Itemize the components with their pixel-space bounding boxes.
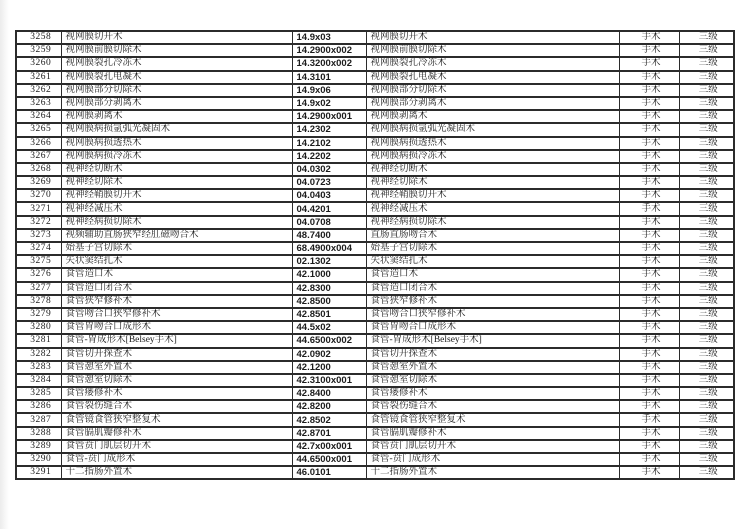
table-row bbox=[16, 413, 734, 426]
cell-level: 三级 bbox=[679, 137, 734, 150]
table-row bbox=[16, 31, 734, 44]
cell-sequence-number: 3285 bbox=[16, 387, 61, 400]
cell-procedure-name: 食管-贲门成形术 bbox=[61, 453, 292, 466]
cell-level: 三级 bbox=[679, 229, 734, 242]
cell-standard-name: 十二指肠外置术 bbox=[366, 466, 619, 479]
cell-procedure-name: 视网膜部分剥离术 bbox=[61, 97, 292, 110]
cell-procedure-name: 视网膜病损冷冻术 bbox=[61, 150, 292, 163]
cell-level: 三级 bbox=[679, 176, 734, 189]
cell-level: 三级 bbox=[679, 242, 734, 255]
cell-standard-name: 食管切开探查术 bbox=[366, 348, 619, 361]
cell-category: 手术 bbox=[619, 453, 679, 466]
cell-category: 手术 bbox=[619, 189, 679, 202]
cell-procedure-code: 42.8400 bbox=[292, 387, 366, 400]
cell-standard-name: 食管胃吻合口成形术 bbox=[366, 321, 619, 334]
cell-sequence-number: 3260 bbox=[16, 57, 61, 70]
cell-sequence-number: 3280 bbox=[16, 321, 61, 334]
table-row bbox=[16, 308, 734, 321]
cell-sequence-number: 3284 bbox=[16, 374, 61, 387]
cell-sequence-number: 3281 bbox=[16, 334, 61, 347]
table-row bbox=[16, 440, 734, 453]
cell-procedure-code: 42.8701 bbox=[292, 427, 366, 440]
cell-category: 手术 bbox=[619, 84, 679, 97]
cell-level: 三级 bbox=[679, 71, 734, 84]
cell-procedure-code: 02.1302 bbox=[292, 255, 366, 268]
cell-procedure-name: 食管狭窄修补术 bbox=[61, 295, 292, 308]
cell-sequence-number: 3269 bbox=[16, 176, 61, 189]
cell-category: 手术 bbox=[619, 229, 679, 242]
cell-level: 三级 bbox=[679, 295, 734, 308]
table-row bbox=[16, 348, 734, 361]
cell-category: 手术 bbox=[619, 374, 679, 387]
cell-procedure-code: 42.3100x001 bbox=[292, 374, 366, 387]
cell-procedure-name: 食管造口术 bbox=[61, 268, 292, 281]
cell-category: 手术 bbox=[619, 321, 679, 334]
cell-procedure-code: 42.8200 bbox=[292, 400, 366, 413]
cell-procedure-code: 14.2102 bbox=[292, 137, 366, 150]
cell-sequence-number: 3270 bbox=[16, 189, 61, 202]
cell-procedure-code: 04.4201 bbox=[292, 202, 366, 215]
cell-level: 三级 bbox=[679, 31, 734, 44]
cell-level: 三级 bbox=[679, 413, 734, 426]
cell-procedure-code: 68.4900x004 bbox=[292, 242, 366, 255]
cell-standard-name: 视网膜切开术 bbox=[366, 31, 619, 44]
table-row bbox=[16, 361, 734, 374]
cell-standard-name: 直肠直肠吻合术 bbox=[366, 229, 619, 242]
cell-procedure-name: 视网膜裂孔电凝术 bbox=[61, 71, 292, 84]
cell-category: 手术 bbox=[619, 110, 679, 123]
cell-procedure-code: 42.0902 bbox=[292, 348, 366, 361]
cell-standard-name: 食管憩室外置术 bbox=[366, 361, 619, 374]
cell-category: 手术 bbox=[619, 387, 679, 400]
cell-procedure-code: 04.0302 bbox=[292, 163, 366, 176]
cell-sequence-number: 3276 bbox=[16, 268, 61, 281]
cell-procedure-name: 矢状窦结扎术 bbox=[61, 255, 292, 268]
cell-procedure-code: 14.2202 bbox=[292, 150, 366, 163]
cell-category: 手术 bbox=[619, 176, 679, 189]
table-row bbox=[16, 466, 734, 479]
cell-category: 手术 bbox=[619, 137, 679, 150]
cell-level: 三级 bbox=[679, 123, 734, 136]
cell-procedure-name: 视神经鞘膜切开术 bbox=[61, 189, 292, 202]
cell-standard-name: 食管膈肌瓣修补术 bbox=[366, 427, 619, 440]
cell-level: 三级 bbox=[679, 202, 734, 215]
cell-sequence-number: 3266 bbox=[16, 137, 61, 150]
cell-sequence-number: 3264 bbox=[16, 110, 61, 123]
procedure-table-body bbox=[16, 31, 734, 479]
cell-level: 三级 bbox=[679, 150, 734, 163]
cell-level: 三级 bbox=[679, 374, 734, 387]
cell-sequence-number: 3291 bbox=[16, 466, 61, 479]
cell-level: 三级 bbox=[679, 308, 734, 321]
cell-category: 手术 bbox=[619, 361, 679, 374]
table-row bbox=[16, 400, 734, 413]
cell-level: 三级 bbox=[679, 321, 734, 334]
cell-procedure-code: 42.8300 bbox=[292, 282, 366, 295]
cell-procedure-name: 食管造口闭合术 bbox=[61, 282, 292, 295]
cell-procedure-code: 14.3101 bbox=[292, 71, 366, 84]
cell-level: 三级 bbox=[679, 44, 734, 57]
cell-procedure-code: 14.9x03 bbox=[292, 31, 366, 44]
cell-category: 手术 bbox=[619, 466, 679, 479]
cell-standard-name: 视神经鞘膜切开术 bbox=[366, 189, 619, 202]
cell-standard-name: 食管贲门肌层切开术 bbox=[366, 440, 619, 453]
table-row bbox=[16, 282, 734, 295]
cell-procedure-name: 视网膜病损透热术 bbox=[61, 137, 292, 150]
table-row bbox=[16, 387, 734, 400]
cell-procedure-code: 42.1000 bbox=[292, 268, 366, 281]
cell-category: 手术 bbox=[619, 97, 679, 110]
cell-sequence-number: 3265 bbox=[16, 123, 61, 136]
cell-category: 手术 bbox=[619, 242, 679, 255]
cell-standard-name: 食管-胃成形术[Belsey手术] bbox=[366, 334, 619, 347]
cell-level: 三级 bbox=[679, 387, 734, 400]
cell-standard-name: 食管憩室切除术 bbox=[366, 374, 619, 387]
cell-sequence-number: 3278 bbox=[16, 295, 61, 308]
cell-standard-name: 食管瘘修补术 bbox=[366, 387, 619, 400]
cell-standard-name: 食管吻合口狭窄修补术 bbox=[366, 308, 619, 321]
cell-category: 手术 bbox=[619, 31, 679, 44]
table-row bbox=[16, 321, 734, 334]
cell-level: 三级 bbox=[679, 282, 734, 295]
cell-category: 手术 bbox=[619, 71, 679, 84]
table-row bbox=[16, 255, 734, 268]
cell-level: 三级 bbox=[679, 57, 734, 70]
cell-standard-name: 视网膜部分切除术 bbox=[366, 84, 619, 97]
cell-sequence-number: 3289 bbox=[16, 440, 61, 453]
cell-standard-name: 视网膜病损氩弧光凝固术 bbox=[366, 123, 619, 136]
cell-category: 手术 bbox=[619, 282, 679, 295]
page-edge-shade bbox=[0, 0, 9, 529]
cell-category: 手术 bbox=[619, 334, 679, 347]
table-row bbox=[16, 176, 734, 189]
cell-category: 手术 bbox=[619, 427, 679, 440]
cell-procedure-name: 食管切开探查术 bbox=[61, 348, 292, 361]
cell-procedure-code: 44.6500x001 bbox=[292, 453, 366, 466]
cell-procedure-code: 42.8501 bbox=[292, 308, 366, 321]
cell-procedure-name: 视神经切除术 bbox=[61, 176, 292, 189]
cell-procedure-code: 48.7400 bbox=[292, 229, 366, 242]
cell-procedure-code: 44.6500x002 bbox=[292, 334, 366, 347]
cell-standard-name: 视网膜部分剥离术 bbox=[366, 97, 619, 110]
cell-category: 手术 bbox=[619, 202, 679, 215]
cell-procedure-name: 食管憩室切除术 bbox=[61, 374, 292, 387]
cell-category: 手术 bbox=[619, 44, 679, 57]
cell-standard-name: 食管狭窄修补术 bbox=[366, 295, 619, 308]
table-row bbox=[16, 71, 734, 84]
cell-sequence-number: 3274 bbox=[16, 242, 61, 255]
cell-standard-name: 视网膜病损透热术 bbox=[366, 137, 619, 150]
cell-standard-name: 视网膜裂孔冷冻术 bbox=[366, 57, 619, 70]
cell-level: 三级 bbox=[679, 189, 734, 202]
cell-procedure-name: 视网膜切开术 bbox=[61, 31, 292, 44]
cell-procedure-name: 视神经病损切除术 bbox=[61, 216, 292, 229]
cell-procedure-name: 食管瘘修补术 bbox=[61, 387, 292, 400]
cell-level: 三级 bbox=[679, 400, 734, 413]
procedure-table bbox=[15, 30, 735, 480]
cell-sequence-number: 3290 bbox=[16, 453, 61, 466]
cell-sequence-number: 3282 bbox=[16, 348, 61, 361]
cell-standard-name: 食管-贲门成形术 bbox=[366, 453, 619, 466]
cell-category: 手术 bbox=[619, 295, 679, 308]
table-row bbox=[16, 150, 734, 163]
cell-level: 三级 bbox=[679, 97, 734, 110]
cell-sequence-number: 3275 bbox=[16, 255, 61, 268]
cell-sequence-number: 3268 bbox=[16, 163, 61, 176]
cell-sequence-number: 3258 bbox=[16, 31, 61, 44]
cell-procedure-name: 始基子宫切除术 bbox=[61, 242, 292, 255]
cell-sequence-number: 3279 bbox=[16, 308, 61, 321]
cell-sequence-number: 3267 bbox=[16, 150, 61, 163]
table-row bbox=[16, 189, 734, 202]
cell-procedure-code: 14.3200x002 bbox=[292, 57, 366, 70]
cell-level: 三级 bbox=[679, 163, 734, 176]
table-row bbox=[16, 57, 734, 70]
cell-category: 手术 bbox=[619, 150, 679, 163]
cell-level: 三级 bbox=[679, 427, 734, 440]
cell-procedure-code: 46.0101 bbox=[292, 466, 366, 479]
cell-procedure-name: 视网膜剥离术 bbox=[61, 110, 292, 123]
cell-category: 手术 bbox=[619, 308, 679, 321]
table-row bbox=[16, 123, 734, 136]
table-row bbox=[16, 137, 734, 150]
cell-standard-name: 始基子宫切除术 bbox=[366, 242, 619, 255]
cell-procedure-code: 42.8500 bbox=[292, 295, 366, 308]
cell-procedure-code: 04.0723 bbox=[292, 176, 366, 189]
cell-procedure-code: 14.9x06 bbox=[292, 84, 366, 97]
table-row bbox=[16, 110, 734, 123]
cell-procedure-code: 14.9x02 bbox=[292, 97, 366, 110]
cell-procedure-name: 食管-胃成形术[Belsey手术] bbox=[61, 334, 292, 347]
cell-category: 手术 bbox=[619, 413, 679, 426]
cell-sequence-number: 3261 bbox=[16, 71, 61, 84]
table-row bbox=[16, 163, 734, 176]
cell-standard-name: 食管镜食管狭窄整复术 bbox=[366, 413, 619, 426]
cell-procedure-name: 视神经减压术 bbox=[61, 202, 292, 215]
cell-level: 三级 bbox=[679, 348, 734, 361]
cell-procedure-name: 食管贲门肌层切开术 bbox=[61, 440, 292, 453]
cell-procedure-name: 视网膜病损氩弧光凝固术 bbox=[61, 123, 292, 136]
cell-sequence-number: 3277 bbox=[16, 282, 61, 295]
cell-standard-name: 视网膜裂孔电凝术 bbox=[366, 71, 619, 84]
cell-procedure-name: 视神经切断术 bbox=[61, 163, 292, 176]
cell-sequence-number: 3271 bbox=[16, 202, 61, 215]
cell-procedure-code: 42.1200 bbox=[292, 361, 366, 374]
cell-category: 手术 bbox=[619, 400, 679, 413]
cell-level: 三级 bbox=[679, 255, 734, 268]
table-row bbox=[16, 202, 734, 215]
cell-procedure-name: 视网膜前膜切除术 bbox=[61, 44, 292, 57]
cell-standard-name: 视网膜病损冷冻术 bbox=[366, 150, 619, 163]
cell-category: 手术 bbox=[619, 57, 679, 70]
table-row bbox=[16, 268, 734, 281]
cell-sequence-number: 3272 bbox=[16, 216, 61, 229]
table-row bbox=[16, 229, 734, 242]
cell-procedure-name: 食管膈肌瓣修补术 bbox=[61, 427, 292, 440]
cell-procedure-name: 食管裂伤缝合术 bbox=[61, 400, 292, 413]
cell-standard-name: 食管造口术 bbox=[366, 268, 619, 281]
table-row bbox=[16, 374, 734, 387]
cell-procedure-code: 04.0708 bbox=[292, 216, 366, 229]
cell-procedure-name: 食管吻合口狭窄修补术 bbox=[61, 308, 292, 321]
table-row bbox=[16, 97, 734, 110]
cell-sequence-number: 3283 bbox=[16, 361, 61, 374]
cell-level: 三级 bbox=[679, 216, 734, 229]
cell-level: 三级 bbox=[679, 84, 734, 97]
cell-procedure-name: 视网膜裂孔冷冻术 bbox=[61, 57, 292, 70]
table-row bbox=[16, 334, 734, 347]
cell-procedure-code: 14.2900x001 bbox=[292, 110, 366, 123]
table-row bbox=[16, 242, 734, 255]
cell-procedure-code: 42.8502 bbox=[292, 413, 366, 426]
cell-procedure-name: 食管镜食管狭窄整复术 bbox=[61, 413, 292, 426]
cell-procedure-code: 42.7x00x001 bbox=[292, 440, 366, 453]
cell-standard-name: 视神经病损切除术 bbox=[366, 216, 619, 229]
cell-category: 手术 bbox=[619, 216, 679, 229]
cell-sequence-number: 3262 bbox=[16, 84, 61, 97]
cell-standard-name: 视网膜前膜切除术 bbox=[366, 44, 619, 57]
cell-category: 手术 bbox=[619, 255, 679, 268]
table-row bbox=[16, 427, 734, 440]
cell-sequence-number: 3273 bbox=[16, 229, 61, 242]
table-row bbox=[16, 84, 734, 97]
table-row bbox=[16, 216, 734, 229]
cell-standard-name: 视网膜剥离术 bbox=[366, 110, 619, 123]
cell-category: 手术 bbox=[619, 163, 679, 176]
cell-sequence-number: 3286 bbox=[16, 400, 61, 413]
cell-procedure-name: 食管胃吻合口成形术 bbox=[61, 321, 292, 334]
cell-procedure-code: 44.5x02 bbox=[292, 321, 366, 334]
cell-level: 三级 bbox=[679, 361, 734, 374]
table-row bbox=[16, 44, 734, 57]
cell-standard-name: 视神经切除术 bbox=[366, 176, 619, 189]
cell-sequence-number: 3288 bbox=[16, 427, 61, 440]
cell-sequence-number: 3259 bbox=[16, 44, 61, 57]
cell-procedure-name: 视网膜部分切除术 bbox=[61, 84, 292, 97]
cell-level: 三级 bbox=[679, 453, 734, 466]
cell-standard-name: 矢状窦结扎术 bbox=[366, 255, 619, 268]
cell-category: 手术 bbox=[619, 123, 679, 136]
table-row bbox=[16, 295, 734, 308]
cell-level: 三级 bbox=[679, 440, 734, 453]
cell-level: 三级 bbox=[679, 110, 734, 123]
cell-sequence-number: 3263 bbox=[16, 97, 61, 110]
cell-level: 三级 bbox=[679, 334, 734, 347]
cell-procedure-code: 04.0403 bbox=[292, 189, 366, 202]
cell-procedure-name: 十二指肠外置术 bbox=[61, 466, 292, 479]
cell-level: 三级 bbox=[679, 268, 734, 281]
table-row bbox=[16, 453, 734, 466]
cell-sequence-number: 3287 bbox=[16, 413, 61, 426]
cell-level: 三级 bbox=[679, 466, 734, 479]
cell-standard-name: 食管造口闭合术 bbox=[366, 282, 619, 295]
cell-standard-name: 视神经减压术 bbox=[366, 202, 619, 215]
cell-standard-name: 视神经切断术 bbox=[366, 163, 619, 176]
cell-category: 手术 bbox=[619, 440, 679, 453]
cell-category: 手术 bbox=[619, 268, 679, 281]
cell-category: 手术 bbox=[619, 348, 679, 361]
cell-standard-name: 食管裂伤缝合术 bbox=[366, 400, 619, 413]
cell-procedure-name: 食管憩室外置术 bbox=[61, 361, 292, 374]
cell-procedure-name: 视频辅助直肠狭窄经肛磁吻合术 bbox=[61, 229, 292, 242]
cell-procedure-code: 14.2302 bbox=[292, 123, 366, 136]
cell-procedure-code: 14.2900x002 bbox=[292, 44, 366, 57]
